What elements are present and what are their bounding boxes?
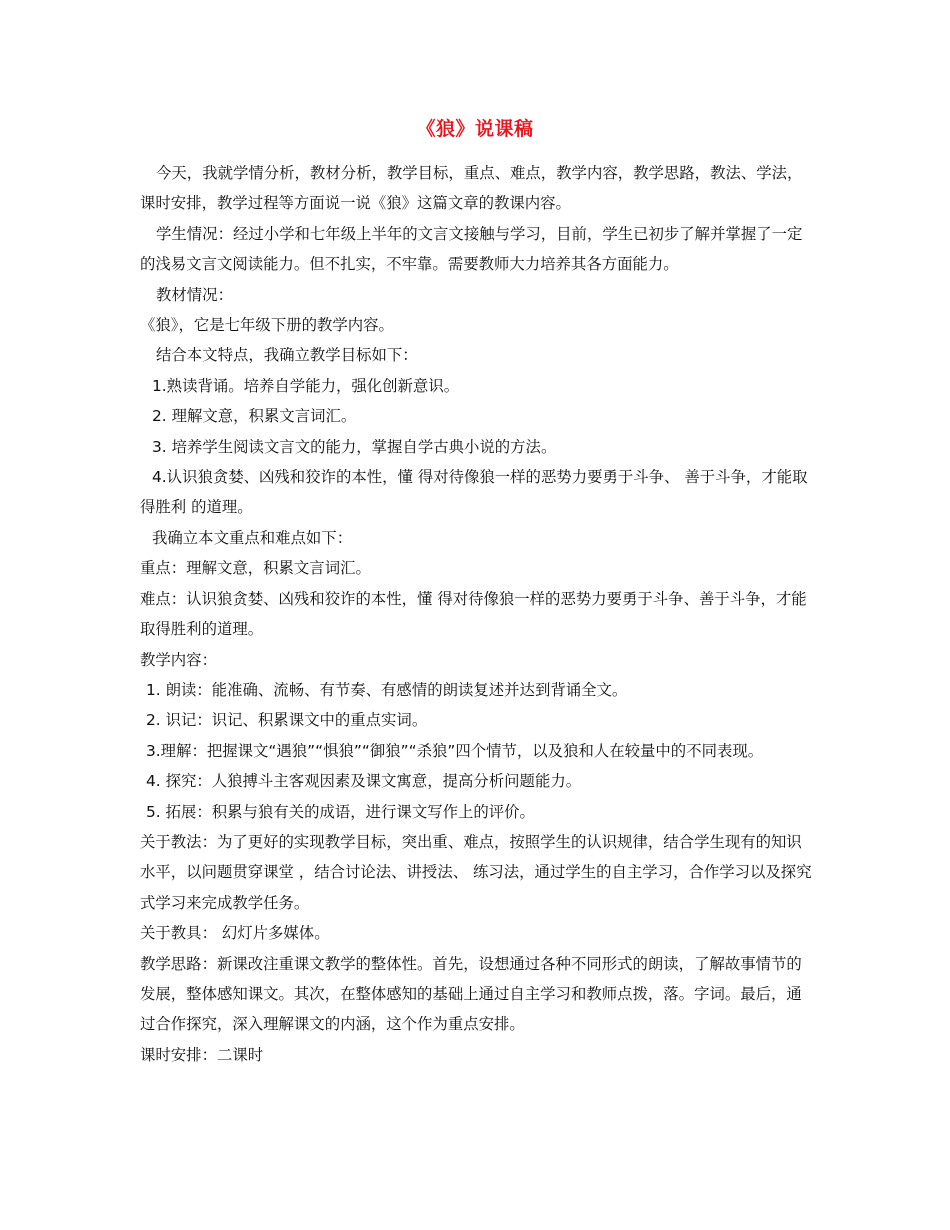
goal-item-1: 1.熟读背诵。培养自学能力，强化创新意识。	[152, 376, 460, 395]
paragraph-key-points-heading: 我确立本文重点和难点如下：	[152, 528, 353, 547]
content-item-5: 5. 拓展：积累与狼有关的成语，进行课文写作上的评价。	[146, 802, 535, 821]
paragraph-student-situation: 学生情况：经过小学和七年级上半年的文言文接触与学习，目前，学生已初步了解并掌握了一定的浅易文言文阅读能力。但不扎实，不牢靠。需要教师大力培养其各方面能力。	[140, 224, 803, 274]
paragraph-schedule: 课时安排：二课时	[140, 1045, 264, 1064]
page-title: 《狼》说课稿	[416, 118, 534, 140]
paragraph-teaching-idea: 教学思路：新课改注重课文教学的整体性。首先，设想通过各种不同形式的朗读，了解故事情节的发展，整体感知课文。其次，在整体感知的基础上通过自主学习和教师点拨，落。字词。最后，通过合作探究，深入理解课文的内涵，这个作为重点安排。	[140, 954, 802, 1034]
paragraph-material-heading: 教材情况：	[156, 285, 233, 304]
paragraph-key-point: 重点：理解文意，积累文言词汇。	[140, 559, 371, 578]
goal-item-4: 4.认识狼贪婪、凶残和狡诈的本性，懂 得对待像狼一样的恶势力要勇于斗争、 善于斗争，才能取得胜利 的道理。	[140, 468, 808, 517]
paragraph-intro: 今天，我就学情分析，教材分析，教学目标，重点、难点，教学内容，教学思路，教法、学法，课时安排，教学过程等方面说一说《狼》这篇文章的教课内容。	[140, 164, 803, 213]
paragraph-teaching-method: 关于教法：为了更好的实现教学目标，突出重、难点，按照学生的认识规律，结合学生现有的知识水平，以问题贯穿课堂 ，结合讨论法、讲授法、 练习法，通过学生的自主学习，合作学习以及探究式学习来完成教学任务。	[140, 832, 812, 912]
content-item-2: 2. 识记：识记、积累课文中的重点实词。	[146, 711, 428, 730]
paragraph-difficult-point: 难点：认识狼贪婪、凶残和狡诈的本性，懂 得对待像狼一样的恶势力要勇于斗争、善于斗争，才能取得胜利的道理。	[140, 589, 807, 639]
goal-item-3: 3. 培养学生阅读文言文的能力，掌握自学古典小说的方法。	[152, 437, 557, 456]
content-item-4: 4. 探究：人狼搏斗主客观因素及课文寓意，提高分析问题能力。	[146, 772, 582, 791]
paragraph-material: 《狼》，它是七年级下册的教学内容。	[140, 316, 394, 335]
paragraph-content-heading: 教学内容：	[140, 650, 217, 669]
paragraph-goals-heading: 结合本文特点，我确立教学目标如下：	[156, 346, 418, 365]
document-body	[140, 158, 815, 1070]
paragraph-teaching-aids: 关于教具： 幻灯片多媒体。	[140, 924, 330, 943]
content-item-3: 3.理解：把握课文“遇狼”“惧狼”“御狼”“杀狼”四个情节，以及狼和人在较量中的不同表现。	[146, 741, 764, 760]
goal-item-2: 2. 理解文意，积累文言词汇。	[152, 407, 357, 426]
content-item-1: 1. 朗读：能准确、流畅、有节奏、有感情的朗读复述并达到背诵全文。	[146, 680, 628, 699]
